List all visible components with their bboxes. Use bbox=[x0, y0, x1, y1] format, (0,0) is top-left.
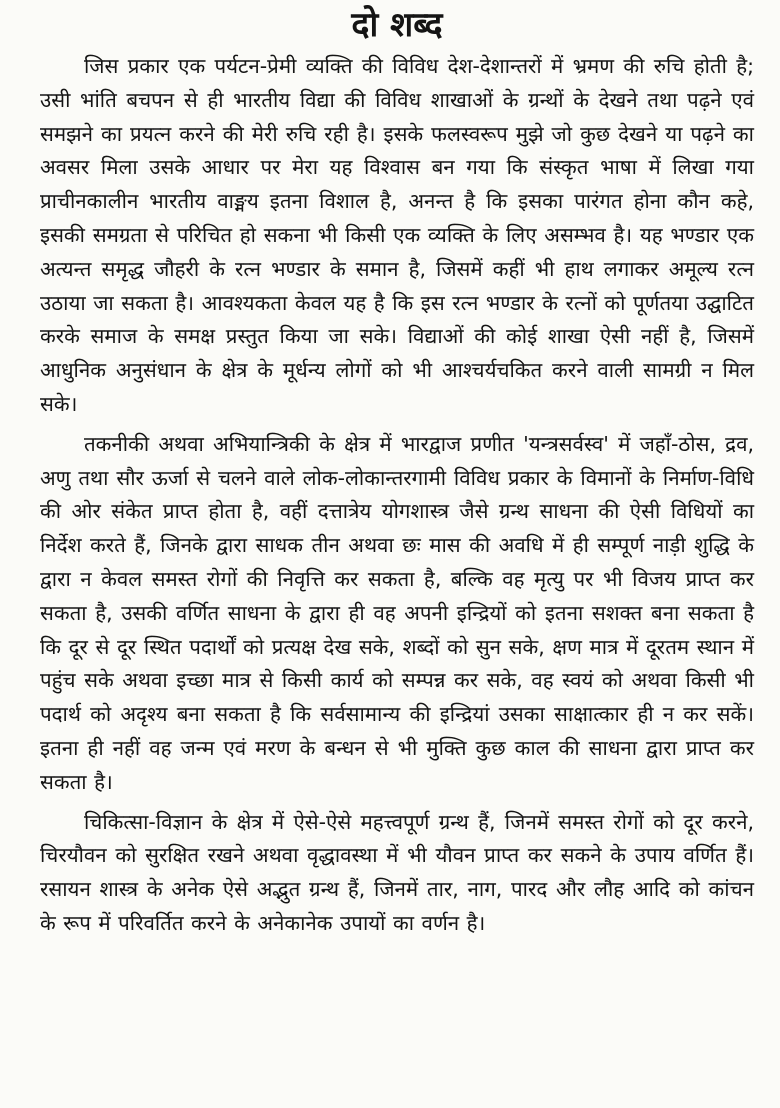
paragraph: तकनीकी अथवा अभियान्त्रिकी के क्षेत्र में भारद्वाज प्रणीत 'यन्त्रसर्वस्व' में जहाँ-ठोस, द्रव, अणु तथा सौर ऊर्जा से चलने वाले लोक-लोकान्तरगामी विविध प्रकार के विमानों के निर्माण-विधि की ओर संकेत प्राप्त होता है, वहीं दत्तात्रेय योगशास्त्र जैसे ग्रन्थ साधना की ऐसी विधियों का निर्देश करते हैं, जिनके द्वारा साधक तीन अथवा छः मास की अवधि में ही सम्पूर्ण नाड़ी शुद्धि के द्वारा न केवल समस्त रोगों की निवृत्ति कर सकता है, बल्कि वह मृत्यु पर भी विजय प्राप्त कर सकता है, उसकी वर्णित साधना के द्वारा ही वह अपनी इन्द्रियों को इतना सशक्त बना सकता है कि दूर से दूर स्थित पदार्थों को प्रत्यक्ष देख सके, शब्दों को सुन सके, क्षण मात्र में दूरतम स्थान में पहुंच सके अथवा इच्छा मात्र से किसी कार्य को सम्पन्न कर सके, वह स्वयं को अथवा किसी भी पदार्थ को अदृश्य बना सकता है कि सर्वसामान्य की इन्द्रियां उसका साक्षात्कार ही न कर सकें। इतना ही नहीं वह जन्म एवं मरण के बन्धन से भी मुक्ति कुछ काल की साधना द्वारा प्राप्त कर सकता है। bbox=[40, 431, 754, 794]
paragraph: चिकित्सा-विज्ञान के क्षेत्र में ऐसे-ऐसे महत्त्वपूर्ण ग्रन्थ हैं, जिनमें समस्त रोगों को दूर करने, चिरयौवन को सुरक्षित रखने अथवा वृद्धावस्था में भी यौवन प्राप्त कर सकने के उपाय वर्णित हैं। रसायन शास्त्र के अनेक ऐसे अद्भुत ग्रन्थ हैं, जिनमें तार, नाग, पारद और लौह आदि को कांचन के रूप में परिवर्तित करने के अनेकानेक उपायों का वर्णन है। bbox=[40, 809, 754, 935]
page-title: दो शब्द bbox=[351, 5, 443, 45]
paragraph: जिस प्रकार एक पर्यटन-प्रेमी व्यक्ति की विविध देश-देशान्तरों में भ्रमण की रुचि होती है; उसी भांति बचपन से ही भारतीय विद्या की विविध शाखाओं के ग्रन्थों के देखने तथा पढ़ने एवं समझने का प्रयत्न करने की मेरी रुचि रही है। इसके फलस्वरूप मुझे जो कुछ देखने या पढ़ने का अवसर मिला उसके आधार पर मेरा यह विश्वास बन गया कि संस्कृत भाषा में लिखा गया प्राचीनकालीन भारतीय वाङ्मय इतना विशाल है, अनन्त है कि इसका पारंगत होना कौन कहे, इसकी समग्रता से परिचित हो सकना भी किसी एक व्यक्ति के लिए असम्भव है। यह भण्डार एक अत्यन्त समृद्ध जौहरी के रत्न भण्डार के समान है, जिसमें कहीं भी हाथ लगाकर अमूल्य रत्न उठाया जा सकता है। आवश्यकता केवल यह है कि इस रत्न भण्डार के रत्नों को पूर्णतया उद्घाटित करके समाज के समक्ष प्रस्तुत किया जा सके। विद्याओं की कोई शाखा ऐसी नहीं है, जिसमें आधुनिक अनुसंधान के क्षेत्र के मूर्धन्य लोगों को भी आश्चर्यचकित करने वाली सामग्री न मिल सके। bbox=[40, 54, 754, 416]
